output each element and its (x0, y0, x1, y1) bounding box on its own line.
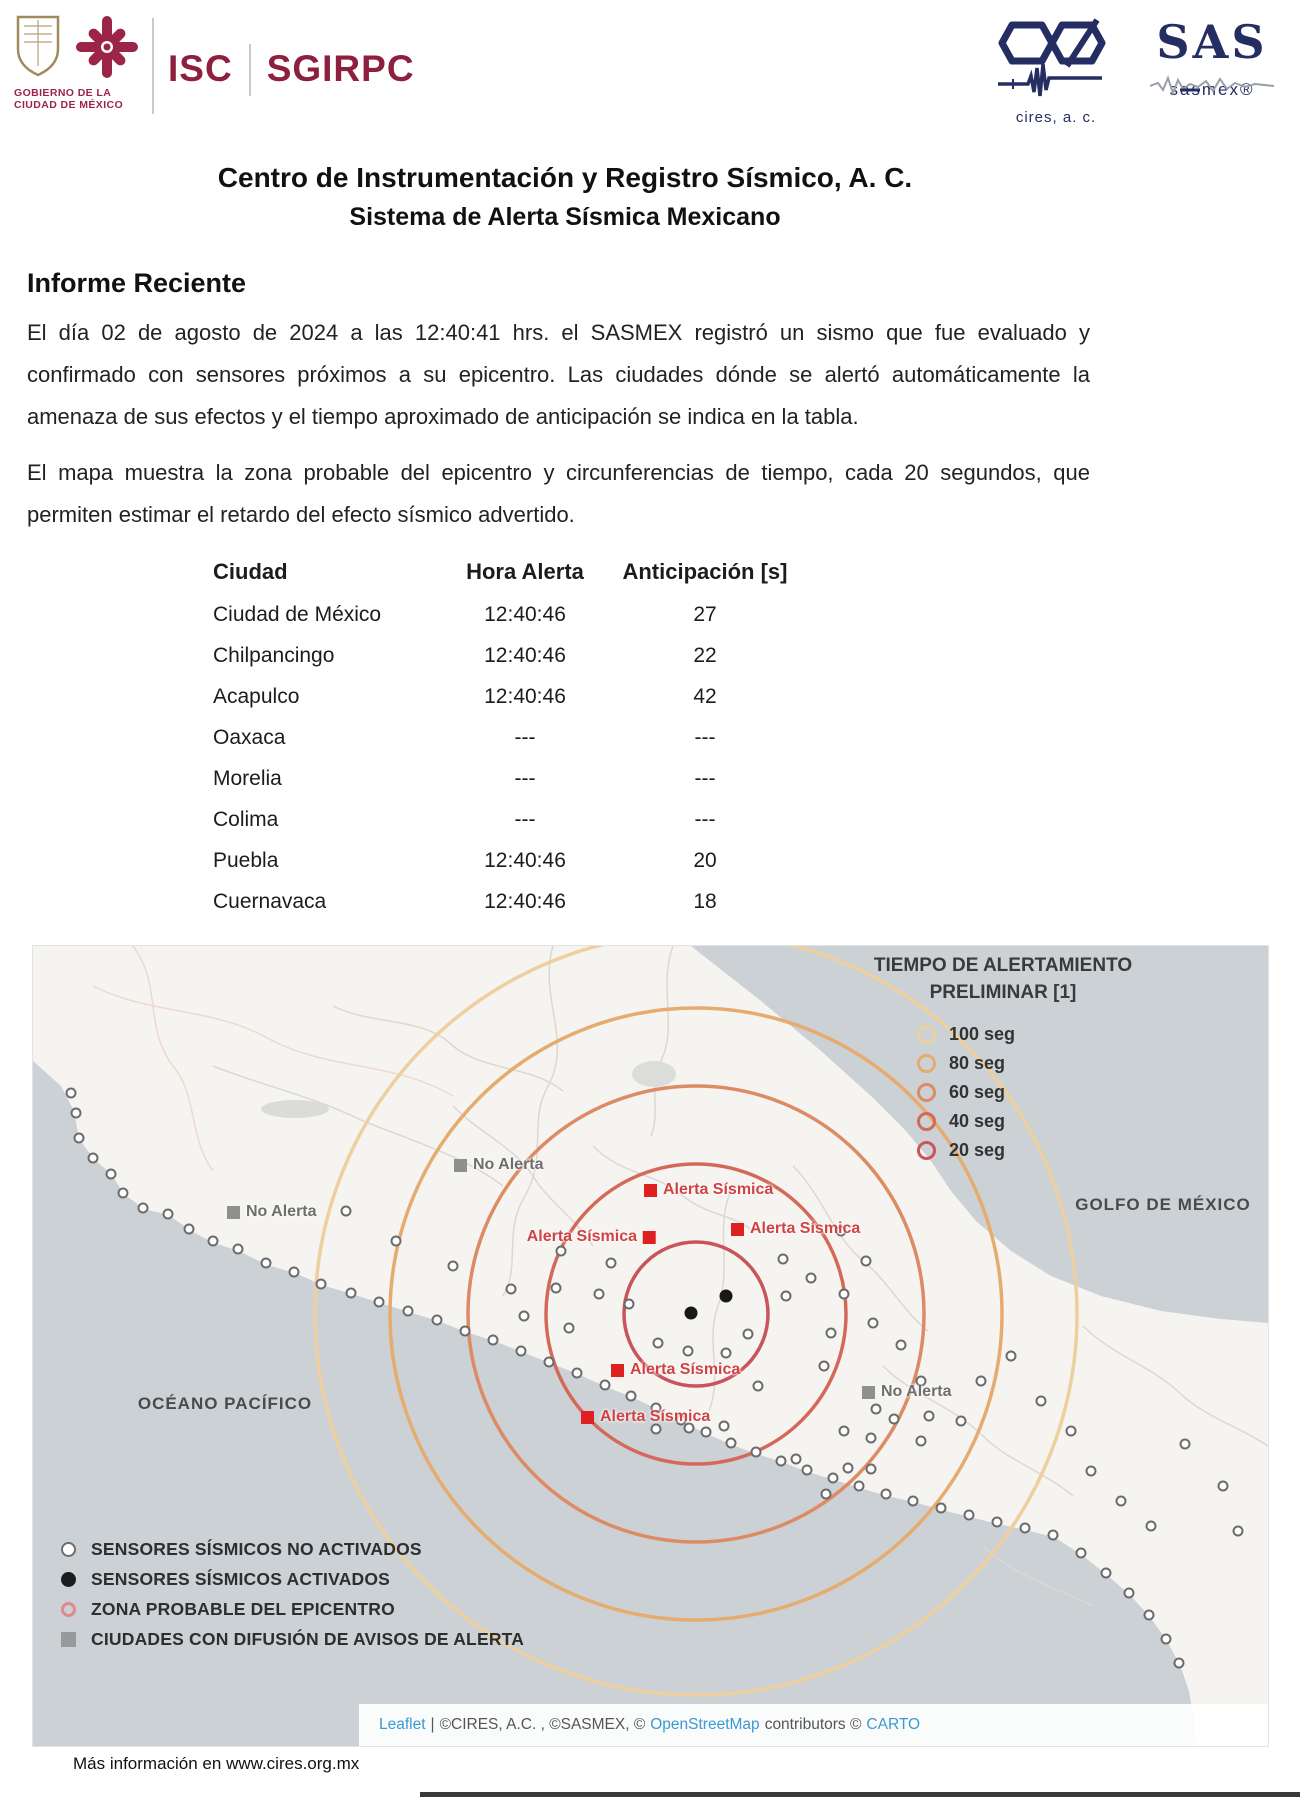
sas-wordmark: SAS (1156, 15, 1268, 69)
sensor-inactive (909, 1497, 918, 1506)
sensor-inactive (290, 1268, 299, 1277)
sensor-inactive (209, 1237, 218, 1246)
sensor-inactive (890, 1415, 899, 1424)
time-ring-legend (917, 1020, 1015, 1165)
city-marker-label: No Alerta (881, 1383, 952, 1400)
map-legend-label: SENSORES SÍSMICOS NO ACTIVADOS (91, 1538, 422, 1559)
sensor-inactive (1234, 1527, 1243, 1536)
page-bottom-bar (420, 1792, 1300, 1797)
ring-legend-label: 40 seg (949, 1111, 1006, 1131)
sensor-inactive (957, 1417, 966, 1426)
sensor-inactive (855, 1482, 864, 1491)
alert-city-marker (644, 1181, 773, 1199)
sensor-inactive (433, 1316, 442, 1325)
map-legend-label: ZONA PROBABLE DEL EPICENTRO (91, 1598, 395, 1619)
sensor-inactive (792, 1455, 801, 1464)
time-cell: 12:40:46 (484, 643, 566, 667)
sensor-inactive (993, 1518, 1002, 1527)
sensor-off-icon (61, 1542, 76, 1557)
sensor-inactive (862, 1257, 871, 1266)
sensor-inactive (844, 1464, 853, 1473)
city-square-icon (454, 1159, 467, 1172)
alert-city-marker (581, 1408, 710, 1426)
cires-caption: cires, a. c. (1015, 109, 1097, 126)
no-alert-city-marker (454, 1156, 544, 1174)
time-cell: 12:40:46 (484, 602, 566, 626)
city-cell: Puebla (213, 848, 279, 872)
sensor-inactive (392, 1237, 401, 1246)
column-header-city: Ciudad (213, 559, 288, 584)
time-cell: 12:40:46 (484, 684, 566, 708)
table-row (213, 840, 810, 881)
sensor-inactive (1117, 1497, 1126, 1506)
sensor-inactive (119, 1189, 128, 1198)
sensor-inactive (72, 1109, 81, 1118)
gulf-of-mexico-label: GOLFO DE MÉXICO (1075, 1195, 1251, 1214)
sensor-inactive (164, 1210, 173, 1219)
sensor-inactive (557, 1247, 566, 1256)
sensor-active (720, 1290, 733, 1303)
sensor-inactive (565, 1324, 574, 1333)
city-square-icon (643, 1231, 656, 1244)
no-alert-city-marker (227, 1203, 317, 1221)
sensor-inactive (977, 1377, 986, 1386)
time-cell: --- (514, 766, 536, 790)
epicenter-ring-icon (61, 1602, 76, 1617)
city-marker-label: Alerta Sísmica (663, 1181, 774, 1198)
ring-swatch-icon (917, 1083, 936, 1102)
table-row (213, 881, 810, 922)
anticipation-cell: 20 (693, 848, 717, 872)
sensor-inactive (1175, 1659, 1184, 1668)
sensor-inactive (754, 1382, 763, 1391)
header-divider (249, 44, 251, 96)
anticipation-cell: 27 (693, 602, 717, 626)
city-marker-label: Alerta Sísmica (526, 1228, 637, 1245)
anticipation-cell: --- (694, 766, 716, 790)
sensor-inactive (375, 1298, 384, 1307)
sensor-inactive (779, 1255, 788, 1264)
sensor-inactive (89, 1154, 98, 1163)
sensor-inactive (625, 1300, 634, 1309)
sensor-inactive (1067, 1427, 1076, 1436)
sensor-inactive (822, 1490, 831, 1499)
alert-city-marker (527, 1228, 656, 1246)
ring-swatch-icon (917, 1141, 936, 1160)
map-legend-item (61, 1624, 524, 1654)
city-square-icon (731, 1223, 744, 1236)
sensor-inactive (820, 1362, 829, 1371)
cdmx-government-label: GOBIERNO DE LA CIUDAD DE MÉXICO (14, 87, 124, 111)
city-cell: Cuernavaca (213, 889, 327, 913)
sensor-inactive (752, 1448, 761, 1457)
sensor-inactive (1147, 1522, 1156, 1531)
map-attribution (359, 1704, 1268, 1746)
sensor-inactive (262, 1259, 271, 1268)
sensor-inactive (722, 1349, 731, 1358)
sensor-inactive (1125, 1589, 1134, 1598)
time-cell: --- (514, 725, 536, 749)
sensor-inactive (702, 1428, 711, 1437)
pacific-ocean-label: OCÉANO PACÍFICO (137, 1394, 313, 1413)
sensor-inactive (782, 1292, 791, 1301)
time-cell: 12:40:46 (484, 848, 566, 872)
sensor-inactive (1162, 1635, 1171, 1644)
city-cell: Morelia (213, 766, 282, 790)
sensor-inactive (601, 1381, 610, 1390)
alert-city-marker (611, 1361, 740, 1379)
sensor-inactive (1145, 1611, 1154, 1620)
urban-patch (632, 1061, 676, 1087)
sensor-inactive (937, 1504, 946, 1513)
time-ring-legend-title: TIEMPO DE ALERTAMIENTO PRELIMINAR [1] (873, 955, 1133, 1003)
sensor-inactive (917, 1437, 926, 1446)
alert-city-marker (731, 1220, 860, 1238)
attribution-divider: | (430, 1716, 435, 1733)
sensor-inactive (727, 1439, 736, 1448)
map-legend-label: SENSORES SÍSMICOS ACTIVADOS (91, 1568, 391, 1589)
ring-legend-label: 60 seg (949, 1082, 1006, 1102)
sensor-inactive (827, 1329, 836, 1338)
sasmex-logo (1150, 15, 1274, 100)
alert-table-body (213, 594, 810, 922)
seismic-wave-icon (1150, 74, 1274, 96)
sensor-inactive (185, 1225, 194, 1234)
ring-legend-label: 100 seg (949, 1024, 1016, 1044)
sensor-inactive (507, 1285, 516, 1294)
map-legend-item (61, 1534, 524, 1564)
city-cell: Ciudad de México (213, 602, 382, 626)
sensor-inactive (829, 1474, 838, 1483)
sensor-inactive (872, 1405, 881, 1414)
sensor-inactive (1007, 1352, 1016, 1361)
sensor-inactive (317, 1280, 326, 1289)
sensor-inactive (867, 1434, 876, 1443)
city-square-icon (581, 1411, 594, 1424)
table-row (213, 758, 810, 799)
table-row (213, 594, 810, 635)
sensor-inactive (807, 1274, 816, 1283)
sensor-inactive (545, 1358, 554, 1367)
report-paragraph-1: El día 02 de agosto de 2024 a las 12:40:41 hrs. el SASMEX registró un sismo que fue evaluado y confirmado con sensores próximos a su epicentro. Las ciudades dónde se alertó automáticamente la amenaza de sus efectos y el tiempo aproximado de anticipación se indica en la tabla. (27, 320, 1090, 429)
sensor-inactive (449, 1262, 458, 1271)
anticipation-cell: 22 (693, 643, 717, 667)
sensor-inactive (1102, 1569, 1111, 1578)
time-cell: 12:40:46 (484, 889, 566, 913)
sensor-inactive (573, 1369, 582, 1378)
no-alert-city-marker (862, 1383, 952, 1401)
ring-swatch-icon (917, 1054, 936, 1073)
report-header (14, 10, 1274, 145)
sensor-inactive (1181, 1440, 1190, 1449)
sensor-inactive (777, 1457, 786, 1466)
city-square-icon (644, 1184, 657, 1197)
sensor-inactive (654, 1339, 663, 1348)
sensor-inactive (107, 1170, 116, 1179)
table-row (213, 717, 810, 758)
isc-label: ISC (168, 48, 233, 89)
ring-legend-label: 20 seg (949, 1140, 1006, 1160)
sensor-inactive (1087, 1467, 1096, 1476)
sensor-inactive (342, 1207, 351, 1216)
more-info-text: Más información en www.cires.org.mx (73, 1754, 360, 1773)
map-legend-item (61, 1564, 524, 1594)
city-square-icon (611, 1364, 624, 1377)
ring-legend-item (917, 1107, 1015, 1136)
cdmx-government-logo (14, 14, 142, 111)
ring-swatch-icon (917, 1112, 936, 1131)
sensor-inactive (461, 1327, 470, 1336)
city-cell: Acapulco (213, 684, 300, 708)
lake-patch (261, 1100, 329, 1118)
sensor-inactive (744, 1330, 753, 1339)
sgirpc-label: SGIRPC (266, 48, 415, 89)
anticipation-cell: --- (694, 725, 716, 749)
sensor-inactive (1021, 1524, 1030, 1533)
sensor-inactive (520, 1312, 529, 1321)
map-legend-label: CIUDADES CON DIFUSIÓN DE AVISOS DE ALERTA (91, 1628, 525, 1649)
city-square-icon (61, 1632, 76, 1647)
sensor-inactive (840, 1427, 849, 1436)
sasmex-caption: sasmex® (1169, 80, 1255, 99)
table-header-row (213, 550, 810, 594)
title-line-2: Sistema de Alerta Sísmica Mexicano (349, 203, 781, 231)
table-row (213, 635, 810, 676)
city-square-icon (227, 1206, 240, 1219)
attribution-credits: ©CIRES, A.C. , ©SASMEX, © (439, 1716, 646, 1733)
city-marker-label: Alerta Sísmica (630, 1361, 741, 1378)
table-row (213, 799, 810, 840)
column-header-time: Hora Alerta (466, 559, 584, 584)
time-cell: --- (514, 807, 536, 831)
column-header-anticipation: Anticipación [s] (622, 559, 788, 584)
road-lines (93, 946, 453, 1171)
sensor-inactive (607, 1259, 616, 1268)
sensor-inactive (925, 1412, 934, 1421)
sensor-inactive (552, 1284, 561, 1293)
anticipation-cell: 18 (693, 889, 717, 913)
section-heading: Informe Reciente (27, 268, 247, 298)
sensor-inactive (1077, 1549, 1086, 1558)
ring-legend-item (917, 1136, 1015, 1165)
title-line-1: Centro de Instrumentación y Registro Sísmico, A. C. (217, 162, 913, 193)
sensor-inactive (627, 1392, 636, 1401)
sensor-inactive (517, 1347, 526, 1356)
ring-swatch-icon (917, 1025, 936, 1044)
sensor-inactive (1219, 1482, 1228, 1491)
city-marker-label: No Alerta (473, 1156, 544, 1173)
ring-legend-item (917, 1020, 1015, 1049)
sensor-inactive (965, 1511, 974, 1520)
anticipation-cell: 42 (693, 684, 717, 708)
anticipation-cell: --- (694, 807, 716, 831)
city-square-icon (862, 1386, 875, 1399)
sensor-inactive (347, 1289, 356, 1298)
carto-link[interactable]: CARTO (866, 1716, 921, 1733)
sensor-inactive (720, 1422, 729, 1431)
sensor-inactive (869, 1319, 878, 1328)
sensor-inactive (1037, 1397, 1046, 1406)
government-logos (14, 14, 415, 114)
sensor-inactive (75, 1134, 84, 1143)
leaflet-link[interactable]: Leaflet (379, 1716, 426, 1733)
sensor-inactive (1049, 1531, 1058, 1540)
sensor-inactive (234, 1245, 243, 1254)
ring-legend-item (917, 1078, 1015, 1107)
openstreetmap-link[interactable]: OpenStreetMap (650, 1716, 760, 1733)
map-legend (61, 1534, 524, 1654)
report-paragraph-2: El mapa muestra la zona probable del epicentro y circunferencias de tiempo, cada 20 segundos, que permiten estimar el retardo del efecto sísmico advertido. (27, 460, 1090, 527)
sensor-active (685, 1307, 698, 1320)
sensor-inactive (803, 1466, 812, 1475)
sensor-inactive (882, 1490, 891, 1499)
alert-map (32, 945, 1269, 1747)
ring-legend-label: 80 seg (949, 1053, 1006, 1073)
cdmx-shield-icon (14, 14, 142, 80)
ring-legend-item (917, 1049, 1015, 1078)
header-divider (152, 18, 154, 114)
map-legend-item (61, 1594, 524, 1624)
sensor-inactive (595, 1290, 604, 1299)
city-marker-label: Alerta Sísmica (750, 1220, 861, 1237)
sensor-on-icon (61, 1572, 76, 1587)
sensor-inactive (67, 1089, 76, 1098)
city-cell: Oaxaca (213, 725, 286, 749)
attribution-credits-2: contributors © (764, 1716, 862, 1733)
sensor-inactive (867, 1465, 876, 1474)
agency-logos (996, 15, 1274, 126)
city-marker-label: Alerta Sísmica (600, 1408, 711, 1425)
sensor-inactive (139, 1204, 148, 1213)
document-title (0, 158, 1130, 236)
cires-logo (996, 18, 1116, 126)
cires-hexagons-icon (996, 18, 1116, 102)
table-row (213, 676, 810, 717)
city-cell: Chilpancingo (213, 643, 335, 667)
sensor-inactive (489, 1336, 498, 1345)
alert-times-table (213, 550, 810, 922)
city-marker-label: No Alerta (246, 1203, 317, 1220)
sensor-inactive (840, 1290, 849, 1299)
sensor-inactive (404, 1307, 413, 1316)
sensor-inactive (897, 1341, 906, 1350)
sensor-inactive (684, 1347, 693, 1356)
city-cell: Colima (213, 807, 279, 831)
